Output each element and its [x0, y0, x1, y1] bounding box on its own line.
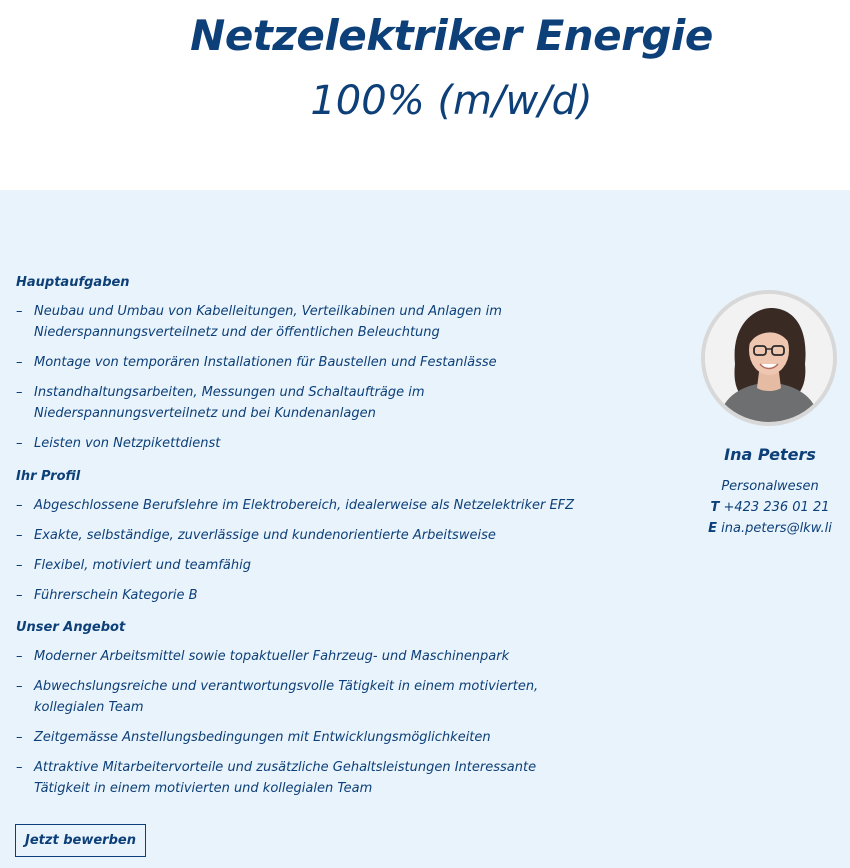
list-item: [16, 352, 576, 373]
dash-marker: –: [16, 760, 23, 775]
list-item: [16, 585, 576, 606]
phone-prefix: T: [710, 500, 720, 515]
list-item: [16, 757, 576, 799]
list-item-text: Leisten von Netzpikettdienst: [34, 436, 221, 451]
contact-email[interactable]: ina.peters@lkw.li: [721, 521, 832, 536]
list-item-text: Flexibel, motiviert und teamfähig: [34, 558, 251, 573]
list-item-text: Abwechslungsreiche und verantwortungsvolle Tätigkeit in einem motivierten, kollegialen Team: [34, 679, 539, 715]
list-item-text: Exakte, selbständige, zuverlässige und kundenorientierte Arbeitsweise: [34, 528, 496, 543]
list-item-text: Zeitgemässe Anstellungsbedingungen mit Entwicklungsmöglichkeiten: [34, 730, 491, 745]
job-description: [16, 274, 576, 799]
email-prefix: E: [708, 521, 718, 536]
section-heading-hauptaufgaben: Hauptaufgaben: [16, 275, 130, 290]
dash-marker: –: [16, 679, 23, 694]
list-item: [16, 525, 576, 546]
dash-marker: –: [16, 528, 23, 543]
dash-marker: –: [16, 649, 23, 664]
list-item-text: Montage von temporären Installationen für Baustellen und Festanlässe: [34, 355, 497, 370]
list-item-text: Führerschein Kategorie B: [34, 588, 198, 603]
list-item: [16, 676, 576, 718]
section-heading-ihr-profil: Ihr Profil: [16, 469, 81, 484]
dash-marker: –: [16, 385, 23, 400]
avatar: [701, 290, 837, 426]
list-item: [16, 301, 576, 343]
job-details-panel: [0, 190, 850, 868]
contact-photo: [705, 294, 833, 422]
list-item-text: Instandhaltungsarbeiten, Messungen und Schaltaufträge im Niederspannungsverteilnetz und bei Kundenanlagen: [34, 385, 425, 421]
list-item: [16, 555, 576, 576]
list-item-text: Neubau und Umbau von Kabelleitungen, Verteilkabinen und Anlagen im Niederspannungsverteilnetz und der öffentlichen Beleuchtung: [34, 304, 502, 340]
contact-card: [690, 290, 850, 539]
list-hauptaufgaben: [16, 301, 576, 454]
list-item-text: Attraktive Mitarbeitervorteile und zusätzliche Gehaltsleistungen Interessante Tätigkeit in einem motivierten und kollegialen Team: [34, 760, 537, 796]
dash-marker: –: [16, 588, 23, 603]
list-unser-angebot: [16, 646, 576, 799]
dash-marker: –: [16, 355, 23, 370]
dash-marker: –: [16, 558, 23, 573]
contact-phone-line: [690, 497, 850, 518]
list-item-text: Moderner Arbeitsmittel sowie topaktueller Fahrzeug- und Maschinenpark: [34, 649, 510, 664]
list-item: [16, 646, 576, 667]
dash-marker: –: [16, 730, 23, 745]
page-title: Netzelektriker Energie: [190, 11, 713, 60]
section-heading-unser-angebot: Unser Angebot: [16, 620, 126, 635]
list-item: [16, 433, 576, 454]
apply-button[interactable]: Jetzt bewerben: [15, 824, 146, 857]
dash-marker: –: [16, 304, 23, 319]
list-item: [16, 382, 576, 424]
page-header: [0, 0, 850, 190]
list-item: [16, 495, 576, 516]
list-item: [16, 727, 576, 748]
contact-phone[interactable]: +423 236 01 21: [723, 500, 830, 515]
list-ihr-profil: [16, 495, 576, 606]
dash-marker: –: [16, 498, 23, 513]
contact-department: Personalwesen: [721, 479, 819, 494]
page-subtitle: 100% (m/w/d): [310, 78, 593, 124]
list-item-text: Abgeschlossene Berufslehre im Elektrobereich, idealerweise als Netzelektriker EFZ: [34, 498, 575, 513]
contact-email-line: [690, 518, 850, 539]
contact-name: Ina Peters: [724, 445, 816, 464]
dash-marker: –: [16, 436, 23, 451]
